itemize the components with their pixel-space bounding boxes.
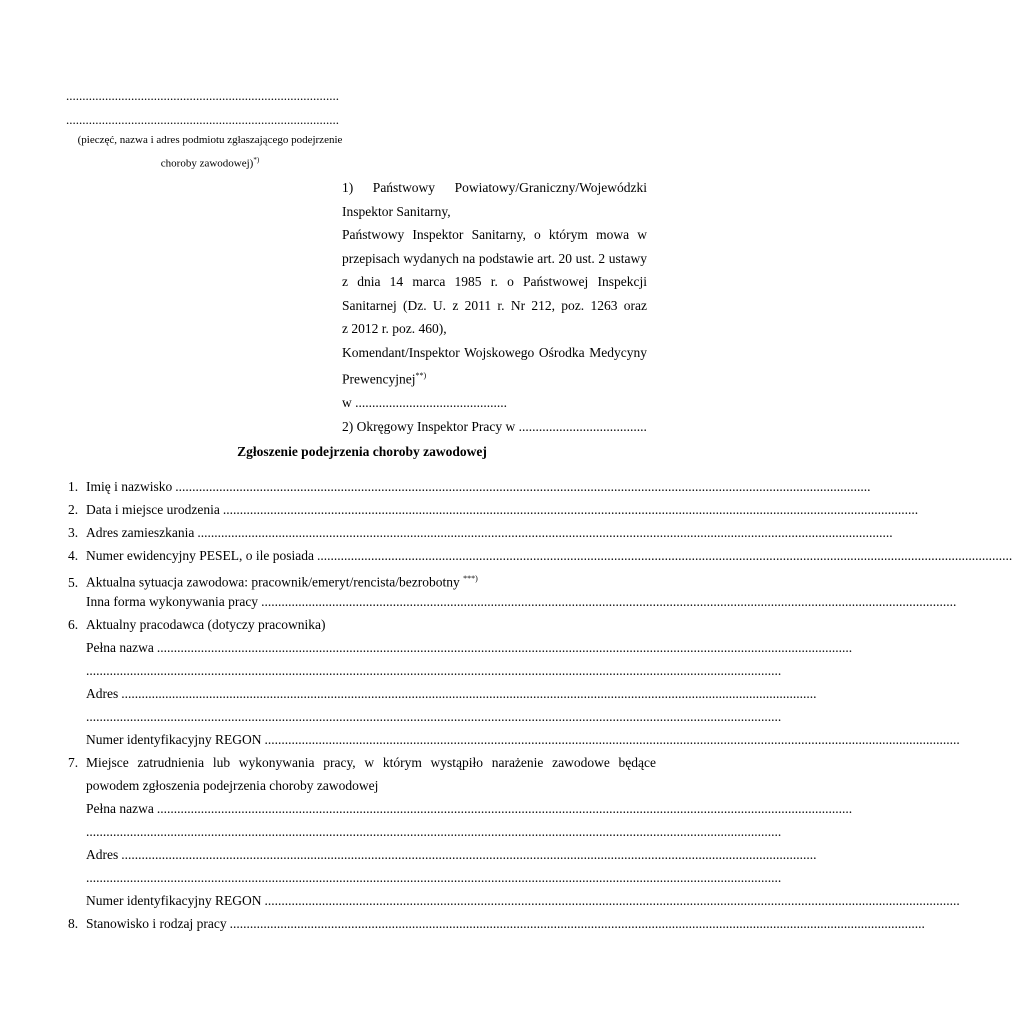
subitem-label: Inna forma wykonywania pracy bbox=[86, 594, 259, 609]
position-input[interactable]: .............................................................................................................................................................................................................. bbox=[229, 916, 925, 931]
employer-address-row bbox=[86, 685, 817, 703]
recipient-text: Prewencyjnej bbox=[342, 371, 416, 387]
item-label: powodem zgłoszenia podejrzenia choroby zawodowej bbox=[86, 778, 379, 793]
address-input[interactable]: .............................................................................................................................................................................................................. bbox=[197, 525, 893, 540]
recipient-line: z dnia 14 marca 1985 r. o Państwowej Inspekcji bbox=[342, 274, 647, 289]
form-item-birth bbox=[68, 501, 919, 519]
recipient-line: 1) Państwowy Powiatowy/Graniczny/Wojewódzki bbox=[342, 180, 647, 195]
pesel-input[interactable]: .............................................................................................................................................................................................................. bbox=[316, 548, 1012, 563]
employer-name-continuation bbox=[86, 662, 782, 680]
workplace-full-name-row bbox=[86, 800, 853, 818]
birth-input[interactable]: .............................................................................................................................................................................................................. bbox=[222, 502, 919, 517]
recipient-line: Państwowy Inspektor Sanitarny, o którym mowa w bbox=[342, 227, 647, 242]
item-label: Numer ewidencyjny PESEL, o ile posiada bbox=[86, 548, 314, 563]
item-label: Imię i nazwisko bbox=[86, 479, 173, 494]
form-item-address bbox=[68, 524, 893, 542]
item-number: 8. bbox=[68, 916, 79, 931]
sender-dotted-line-2[interactable]: .................................................................................... bbox=[66, 112, 339, 127]
sender-caption-text: choroby zawodowej) bbox=[160, 157, 254, 170]
employer-name-input[interactable]: .............................................................................................................................................................................................................. bbox=[156, 640, 853, 655]
workplace-address-input-2[interactable]: .............................................................................................................................................................................................................. bbox=[86, 870, 782, 885]
workplace-address-continuation bbox=[86, 869, 782, 887]
workplace-name-continuation bbox=[86, 823, 782, 841]
sender-caption-line-1: (pieczęć, nazwa i adres podmiotu zgłaszającego podejrzenie bbox=[77, 134, 343, 146]
workplace-regon-input[interactable]: .............................................................................................................................................................................................................. bbox=[264, 893, 960, 908]
item-label: Adres zamieszkania bbox=[86, 525, 195, 540]
item-label: Data i miejsce urodzenia bbox=[86, 502, 220, 517]
employer-name-input-2[interactable]: .............................................................................................................................................................................................................. bbox=[86, 663, 782, 678]
form-item-job-status bbox=[68, 570, 656, 592]
workplace-name-input[interactable]: .............................................................................................................................................................................................................. bbox=[156, 801, 853, 816]
form-item-employer bbox=[68, 616, 656, 634]
employer-address-input-2[interactable]: .............................................................................................................................................................................................................. bbox=[86, 709, 782, 724]
item-label: Aktualna sytuacja zawodowa: pracownik/emeryt/rencista/bezrobotny bbox=[86, 574, 460, 590]
employer-address-input[interactable]: .............................................................................................................................................................................................................. bbox=[121, 686, 817, 701]
subitem-label: Numer identyfikacyjny REGON bbox=[86, 893, 262, 908]
workplace-address-row bbox=[86, 846, 817, 864]
employer-full-name-row bbox=[86, 639, 853, 657]
form-item-name bbox=[68, 478, 871, 496]
recipient-line bbox=[342, 364, 647, 391]
employer-regon-row bbox=[86, 731, 960, 749]
recipient-labour-inspector-field[interactable]: 2) Okręgowy Inspektor Pracy w ...................................... bbox=[342, 418, 647, 434]
form-subitem-other-work bbox=[86, 593, 957, 611]
item-number: 5. bbox=[68, 574, 79, 590]
subitem-label: Pełna nazwa bbox=[86, 640, 154, 655]
sender-caption-line-2 bbox=[60, 150, 360, 174]
footnote-marker-1: *) bbox=[253, 156, 260, 164]
subitem-label: Numer identyfikacyjny REGON bbox=[86, 732, 262, 747]
sender-dotted-line-1[interactable]: .................................................................................... bbox=[66, 88, 339, 103]
employer-address-continuation bbox=[86, 708, 782, 726]
item-label: Stanowisko i rodzaj pracy bbox=[86, 916, 227, 931]
item-number: 1. bbox=[68, 479, 79, 494]
item-number: 3. bbox=[68, 525, 79, 540]
recipient-line: Sanitarnej (Dz. U. z 2011 r. Nr 212, poz. 1263 oraz bbox=[342, 297, 647, 313]
workplace-regon-row bbox=[86, 892, 960, 910]
recipient-line: Komendant/Inspektor Wojskowego Ośrodka Medycyny bbox=[342, 344, 647, 360]
recipient-line: przepisach wydanych na podstawie art. 20 ust. 2 ustawy bbox=[342, 250, 647, 266]
recipient-w-field[interactable]: w ............................................. bbox=[342, 395, 507, 410]
subitem-label: Pełna nazwa bbox=[86, 801, 154, 816]
workplace-address-input[interactable]: .............................................................................................................................................................................................................. bbox=[121, 847, 817, 862]
item-label: Aktualny pracodawca (dotyczy pracownika) bbox=[86, 617, 326, 632]
form-item-position bbox=[68, 915, 925, 933]
workplace-name-input-2[interactable]: .............................................................................................................................................................................................................. bbox=[86, 824, 782, 839]
recipient-line: z 2012 r. poz. 460), bbox=[342, 321, 447, 336]
recipient-block bbox=[342, 176, 647, 438]
form-item-pesel bbox=[68, 547, 1012, 565]
item-number: 6. bbox=[68, 617, 79, 632]
item-number: 7. bbox=[68, 755, 79, 770]
subitem-label: Adres bbox=[86, 847, 119, 862]
employer-regon-input[interactable]: .............................................................................................................................................................................................................. bbox=[264, 732, 960, 747]
document-title: Zgłoszenie podejrzenia choroby zawodowej bbox=[237, 444, 487, 459]
subitem-label: Adres bbox=[86, 686, 119, 701]
recipient-line: Inspektor Sanitarny, bbox=[342, 203, 451, 219]
name-input[interactable]: .............................................................................................................................................................................................................. bbox=[175, 479, 871, 494]
other-work-input[interactable]: .............................................................................................................................................................................................................. bbox=[261, 594, 957, 609]
footnote-marker-2: **) bbox=[415, 371, 427, 380]
item-label: Miejsce zatrudnienia lub wykonywania pracy, w którym wystąpiło narażenie zawodowe będące bbox=[86, 755, 656, 770]
form-item-workplace bbox=[68, 754, 656, 772]
footnote-marker-3: ***) bbox=[463, 574, 478, 583]
item-number: 2. bbox=[68, 502, 79, 517]
item-number: 4. bbox=[68, 548, 79, 563]
workplace-label-continuation bbox=[86, 777, 656, 795]
job-status-options[interactable] bbox=[86, 570, 478, 592]
